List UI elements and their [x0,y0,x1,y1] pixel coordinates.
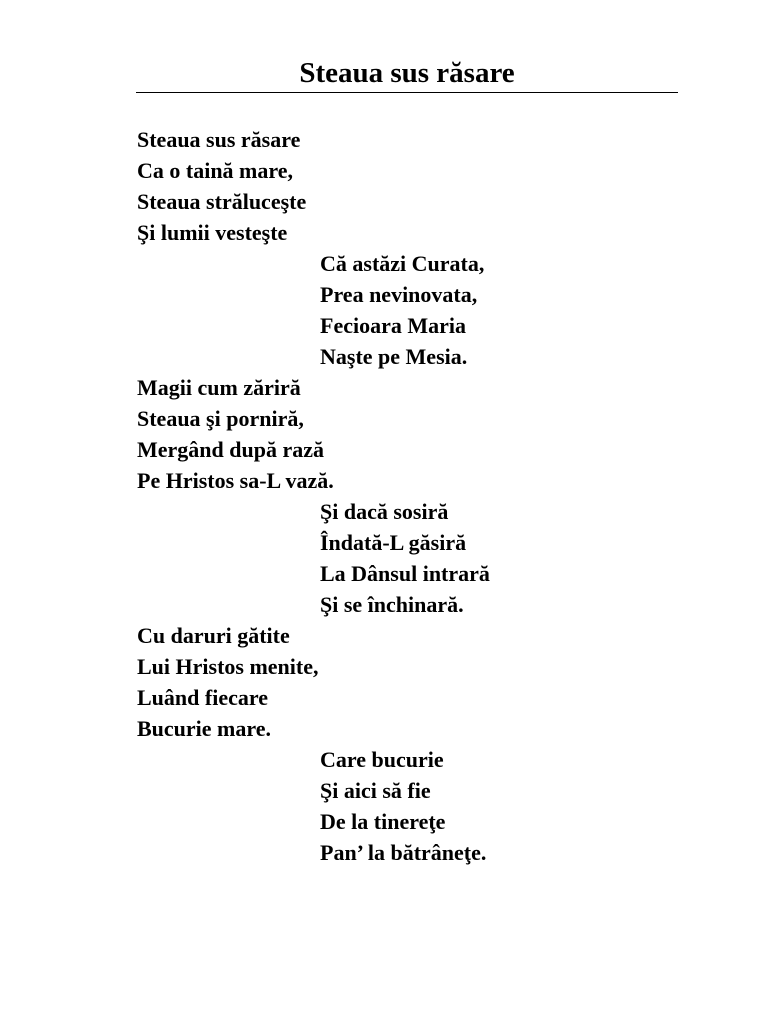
verse-line: Pe Hristos sa-L vază. [137,468,334,493]
refrain-line: Pan’ la bătrâneţe. [320,840,487,865]
refrain-line: Şi se închinară. [320,592,464,617]
poem-title: Steaua sus răsare [299,57,515,89]
refrain-line: Fecioara Maria [320,313,466,338]
verse-line: Luând fiecare [137,685,268,710]
verse-line: Magii cum zăriră [137,375,301,400]
refrain-line: Naşte pe Mesia. [320,344,468,369]
verse-line: Bucurie mare. [137,716,272,741]
refrain-line: Prea nevinovata, [320,282,478,307]
verse-line: Steaua sus răsare [137,127,301,152]
refrain-line: Care bucurie [320,747,444,772]
verse-line: Şi lumii vesteşte [137,220,288,245]
poem-body [137,124,697,868]
title-underline [136,92,678,93]
refrain-line: Şi aici să fie [320,778,431,803]
verse-line: Ca o taină mare, [137,158,294,183]
refrain-line: Şi dacă sosiră [320,499,449,524]
verse-line: Steaua străluceşte [137,189,307,214]
refrain-line: De la tinereţe [320,809,446,834]
verse-line: Steaua şi porniră, [137,406,304,431]
verse-line: Cu daruri gătite [137,623,290,648]
refrain-line: Că astăzi Curata, [320,251,485,276]
refrain-line: La Dânsul intrară [320,561,490,586]
verse-line: Mergând după rază [137,437,324,462]
refrain-line: Îndată-L găsiră [320,530,467,555]
verse-line: Lui Hristos menite, [137,654,319,679]
